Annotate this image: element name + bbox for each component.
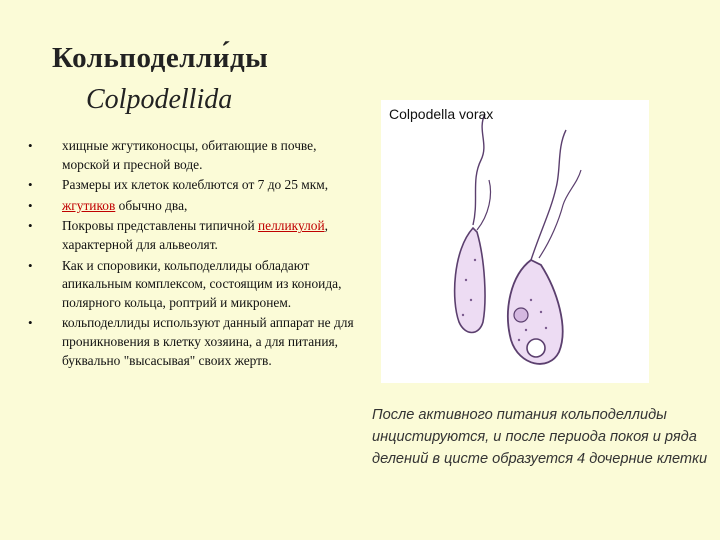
bullet-item	[28, 257, 358, 313]
bullet-dot: •	[28, 197, 33, 213]
bullet-dot: •	[28, 315, 33, 331]
bullet-dot: •	[28, 257, 33, 273]
figure-caption: После активного питания кольподеллиды инцистируются, и после периода покоя и ряда делений в цисте образуется 4 дочерние клетки	[372, 407, 708, 467]
figure-label: Colpodella vorax	[389, 106, 494, 122]
bullet-list	[28, 137, 358, 372]
bullet-item	[28, 314, 358, 370]
left-cell-flagellum	[473, 114, 485, 225]
colpodella-cells-illustration	[381, 100, 649, 383]
right-cell-flagellum	[531, 130, 566, 260]
bullet-item	[28, 176, 358, 195]
left-cell-body	[455, 228, 485, 333]
slide-title: Кольподелли́ды	[52, 42, 269, 74]
slide-subtitle: Colpodellida	[86, 84, 233, 115]
bullet-text: Как и споровики, кольподеллиды обладают апикальным комплексом, состоящим из коноида, полярного кольца, роптрий и микронем.	[62, 257, 342, 310]
term-link[interactable]: пелликулой	[258, 218, 325, 234]
right-cell-nucleus	[514, 308, 528, 322]
left-cell-flagellum-2	[477, 180, 491, 230]
term-link[interactable]: жгутиков	[62, 197, 116, 213]
bullet-dot: •	[28, 177, 33, 193]
bullet-text: Размеры их клеток колеблются от 7 до 25 мкм,	[62, 177, 329, 193]
bullet-text: хищные жгутиконосцы, обитающие в почве, морской и пресной воде.	[62, 138, 317, 172]
bullet-dot: •	[28, 138, 33, 153]
right-cell-flagellum-2	[539, 170, 581, 258]
bullet-text: Покровы представлены типичной	[62, 218, 259, 234]
right-cell-vacuole	[527, 339, 545, 357]
bullet-item	[28, 197, 358, 216]
bullet-text: , характерной для альвеолят.	[62, 218, 328, 252]
bullet-item	[28, 137, 358, 174]
bullet-text: обычно два,	[115, 197, 188, 213]
bullet-text: кольподеллиды используют данный аппарат не для проникновения в клетку хозяина, а для питания, буквально "высасывая" своих жертв.	[62, 315, 354, 368]
bullet-dot: •	[28, 218, 33, 234]
bullet-item	[28, 217, 358, 254]
